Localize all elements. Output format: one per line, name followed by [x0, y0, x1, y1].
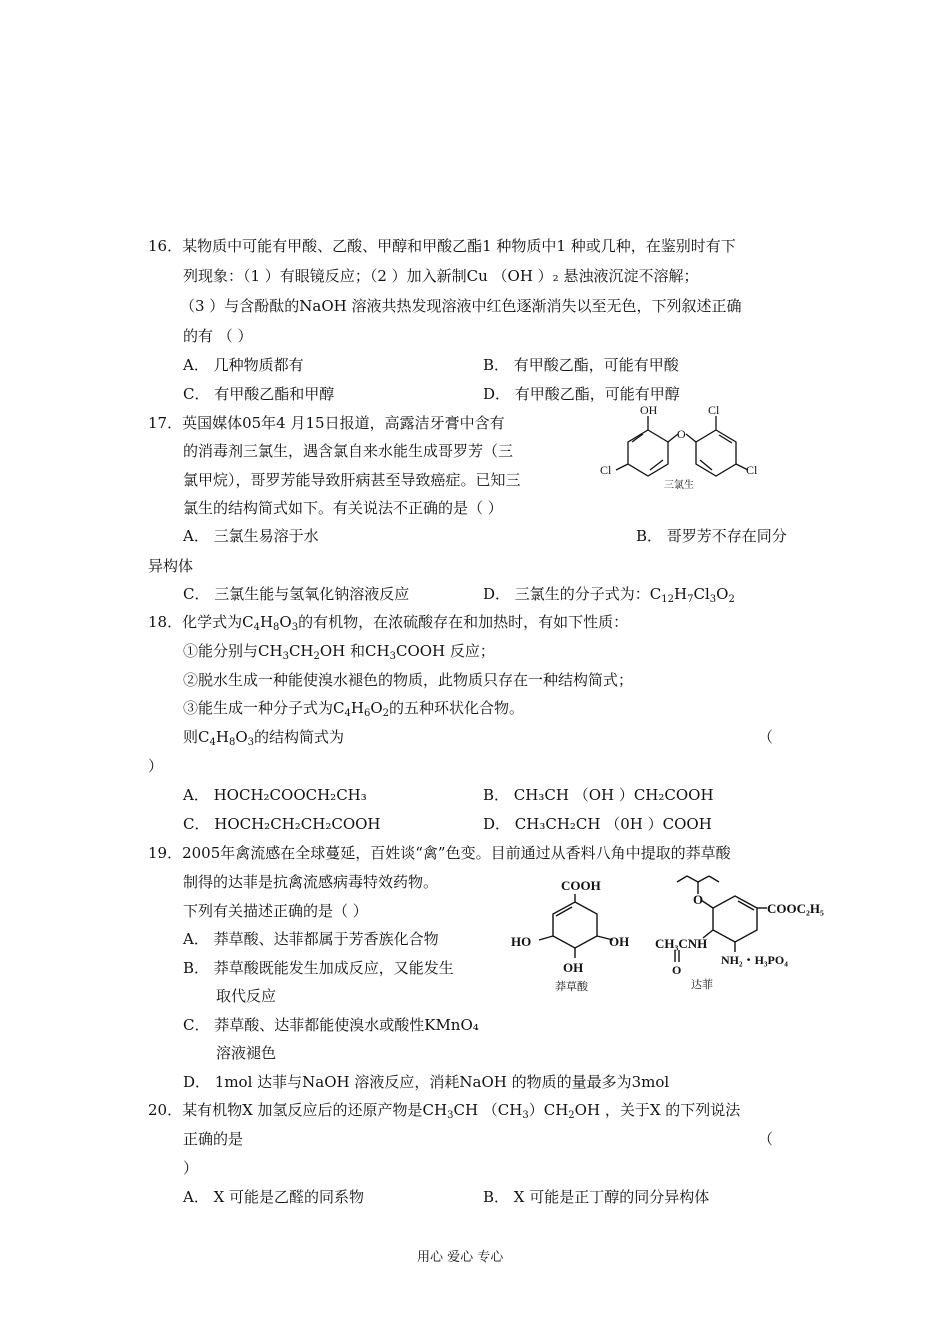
triclosan-structure-figure — [598, 402, 768, 494]
fig-amide-label: CH₃CNH — [655, 936, 708, 951]
q20-paren-close: ） — [183, 1159, 199, 1177]
q16-option-c: C． 有甲酸乙酯和甲醇 — [183, 385, 335, 403]
q18-paren-close: ） — [148, 757, 164, 775]
q17-line4: 氯生的结构简式如下。有关说法不正确的是（ ） — [183, 499, 503, 517]
q18-line2: ①能分别与$CH_3CH_2OH$ 和$CH_3COOH$ 反应； — [183, 642, 495, 662]
fig-ether-o-label: O — [693, 892, 704, 907]
q20-line2: 正确的是 — [183, 1130, 244, 1148]
q19-line3: 下列有关描述正确的是（ ） — [183, 902, 368, 920]
q17-option-b-cont: 异构体 — [148, 557, 194, 575]
q18-option-a: A． HOCH₂COOCH₂CH₃ — [183, 786, 367, 804]
q17-option-a: A． 三氯生易溶于水 — [183, 527, 319, 545]
shikimic-oseltamivir-figure — [505, 872, 835, 996]
q18-line3: ②脱水生成一种能使溴水褪色的物质，此物质只存在一种结构简式； — [183, 671, 634, 689]
q16-line4: 的有 （ ） — [183, 327, 253, 345]
q18-line4: ③能生成一种分子式为$C_4H_6O_2$的五种环状化合物。 — [183, 699, 525, 719]
q18-line5: 则$C_4H_8O_3$的结构简式为 — [183, 728, 345, 748]
q19-option-d: D． 1mol 达菲与NaOH 溶液反应，消耗NaOH 的物质的量最多为3mol — [183, 1073, 670, 1091]
fig-caption: 三氯生 — [664, 480, 694, 491]
q20-line1: 20．某有机物X 加氢反应后的还原产物是$CH_3CH$ $(CH_3)CH_2OH$ ，关于X 的下列说法 — [148, 1101, 741, 1121]
q16-line3: （3 ）与含酚酞的NaOH 溶液共热发现溶液中红色逐渐消失以至无色，下列叙述正确 — [180, 297, 742, 315]
fig-oh-label: OH — [640, 403, 658, 417]
fig-nh2-label: NH₂・H₃PO₄ — [721, 953, 788, 967]
q17-line3: 氯甲烷），哥罗芳能导致肝病甚至导致癌症。已知三 — [183, 471, 521, 489]
q17-option-b: B． 哥罗芳不存在同分 — [636, 527, 787, 545]
fig-cl-label-3: Cl — [746, 463, 758, 477]
q19-option-b-cont: 取代反应 — [216, 987, 277, 1005]
q18-line1: 18．化学式为$C_4H_8O_3$的有机物，在浓硫酸存在和加热时，有如下性质： — [148, 613, 629, 633]
fig-ester-label: COOC₂H₅ — [767, 901, 824, 916]
q16-option-b: B． 有甲酸乙酯，可能有甲酸 — [483, 356, 679, 374]
q20-option-a: A． X 可能是乙醛的同系物 — [183, 1188, 365, 1206]
q18-option-c: C． HOCH₂CH₂CH₂COOH — [183, 815, 381, 833]
q18-option-d: D． CH₃CH₂CH （0H ）COOH — [483, 815, 712, 833]
fig-cl-label-1: Cl — [708, 403, 720, 417]
fig-oh-label-1: OH — [609, 934, 630, 949]
fig-oh-label-2: OH — [563, 960, 584, 975]
fig-cl-label-2: Cl — [600, 463, 612, 477]
q17-line2: 的消毒剂三氯生，遇含氯自来水能生成哥罗芳（三 — [183, 442, 514, 460]
q17-option-c: C． 三氯生能与氢氧化钠溶液反应 — [183, 585, 410, 603]
q19-option-a: A． 莽草酸、达菲都属于芳香族化合物 — [183, 930, 439, 948]
fig-ho-label: HO — [511, 934, 532, 949]
q20-paren-open: （ — [758, 1130, 774, 1148]
q18-option-b: B． CH₃CH （OH ）CH₂COOH — [483, 786, 714, 804]
q19-option-b: B． 莽草酸既能发生加成反应，又能发生 — [183, 959, 454, 977]
q19-option-c-cont: 溶液褪色 — [216, 1044, 277, 1062]
fig-cooh-label: COOH — [561, 878, 601, 893]
q16-line2: 列现象：（1 ）有眼镜反应；（2 ）加入新制Cu （OH ）₂ 悬浊液沉淀不溶解； — [183, 267, 699, 285]
q20-option-b: B． X 可能是正丁醇的同分异构体 — [483, 1188, 710, 1206]
fig-o-label: O — [677, 427, 686, 441]
q16-line1: 16．某物质中可能有甲酸、乙酸、甲醇和甲酸乙酯1 种物质中1 种或几种，在鉴别时有下 — [148, 237, 736, 255]
q16-option-d: D． 有甲酸乙酯，可能有甲醇 — [483, 385, 680, 403]
q16-option-a: A． 几种物质都有 — [183, 356, 304, 374]
fig-carbonyl-o-label: O — [672, 963, 682, 977]
q19-line1: 19．2005年禽流感在全球蔓延，百姓谈“禽”色变。目前通过从香料八角中提取的莽草酸 — [148, 844, 731, 862]
fig-name-shikimic: 莽草酸 — [555, 981, 588, 993]
q19-option-c: C． 莽草酸、达菲都能使溴水或酸性KMnO₄ — [183, 1016, 479, 1034]
q17-option-d: D． 三氯生的分子式为：$C_{12}H_7Cl_3O_2$ — [483, 585, 735, 605]
fig-name-tamiflu: 达菲 — [691, 979, 713, 991]
q17-line1: 17．英国媒体05年4 月15日报道，高露洁牙膏中含有 — [148, 414, 505, 432]
page-footer: 用心 爱心 专心 — [417, 1250, 504, 1265]
q18-paren-open: （ — [758, 728, 774, 746]
q19-line2: 制得的达菲是抗禽流感病毒特效药物。 — [183, 873, 439, 891]
